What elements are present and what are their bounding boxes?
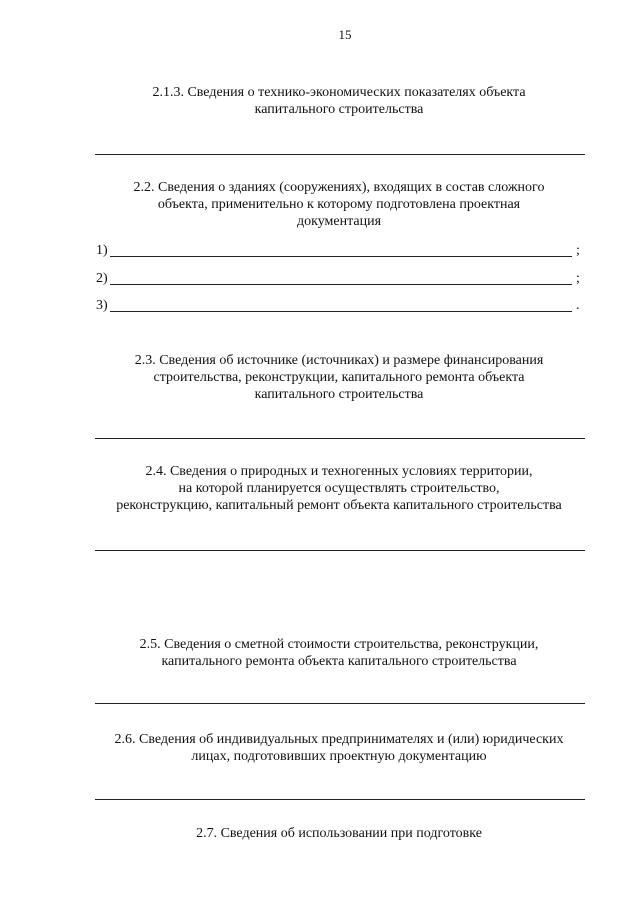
- heading-line: реконструкцию, капитальный ремонт объекта капитального строительства: [116, 498, 562, 513]
- heading-line: 2.3. Сведения об источнике (источниках) и размере финансирования: [134, 353, 544, 368]
- heading-line: объекта, применительно к которому подготовлена проектная: [157, 197, 521, 212]
- heading-line: документация: [296, 214, 382, 229]
- heading-line: капитального строительства: [254, 387, 424, 402]
- entry-end-mark: ;: [576, 271, 580, 286]
- section-2-1-3-heading: [92, 84, 586, 118]
- answer-line-2-4: [95, 550, 585, 551]
- heading-line: 2.4. Сведения о природных и техногенных условиях территории,: [145, 464, 533, 479]
- building-entry-1: [96, 242, 586, 259]
- section-2-3-heading: [92, 352, 586, 403]
- entry-number: 3): [96, 298, 108, 313]
- heading-line: 2.2. Сведения о зданиях (сооружениях), входящих в состав сложного: [133, 180, 545, 195]
- heading-line: 2.7. Сведения об использовании при подготовке: [196, 826, 482, 841]
- answer-line-2-6: [95, 799, 585, 800]
- heading-line: строительства, реконструкции, капитального ремонта объекта: [153, 370, 525, 385]
- heading-line: лицах, подготовивших проектную документацию: [191, 749, 487, 764]
- entry-blank-line: [110, 256, 572, 257]
- heading-line: на которой планируется осуществлять строительство,: [178, 481, 500, 496]
- heading-line: 2.1.3. Сведения о технико-экономических показателях объекта: [152, 85, 526, 100]
- section-2-6-heading: [92, 731, 586, 765]
- entry-blank-line: [110, 284, 572, 285]
- heading-line: 2.6. Сведения об индивидуальных предпринимателях и (или) юридических: [114, 732, 564, 747]
- section-2-5-heading: [92, 636, 586, 670]
- entry-end-mark: .: [576, 298, 580, 313]
- entry-blank-line: [110, 311, 572, 312]
- building-entry-3: [96, 297, 586, 314]
- answer-line-2-3: [95, 438, 585, 439]
- section-2-7-heading: [92, 825, 586, 842]
- entry-number: 2): [96, 271, 108, 286]
- building-entry-2: [96, 270, 586, 287]
- entry-number: 1): [96, 243, 108, 258]
- section-2-2-heading: [92, 179, 586, 230]
- entry-end-mark: ;: [576, 243, 580, 258]
- heading-line: 2.5. Сведения о сметной стоимости строительства, реконструкции,: [139, 637, 539, 652]
- answer-line-2-1-3: [95, 154, 585, 155]
- page-number: 15: [338, 27, 352, 42]
- answer-line-2-5: [95, 703, 585, 704]
- heading-line: капитального ремонта объекта капитального строительства: [161, 654, 517, 669]
- section-2-4-heading: [92, 463, 586, 514]
- heading-line: капитального строительства: [254, 102, 424, 117]
